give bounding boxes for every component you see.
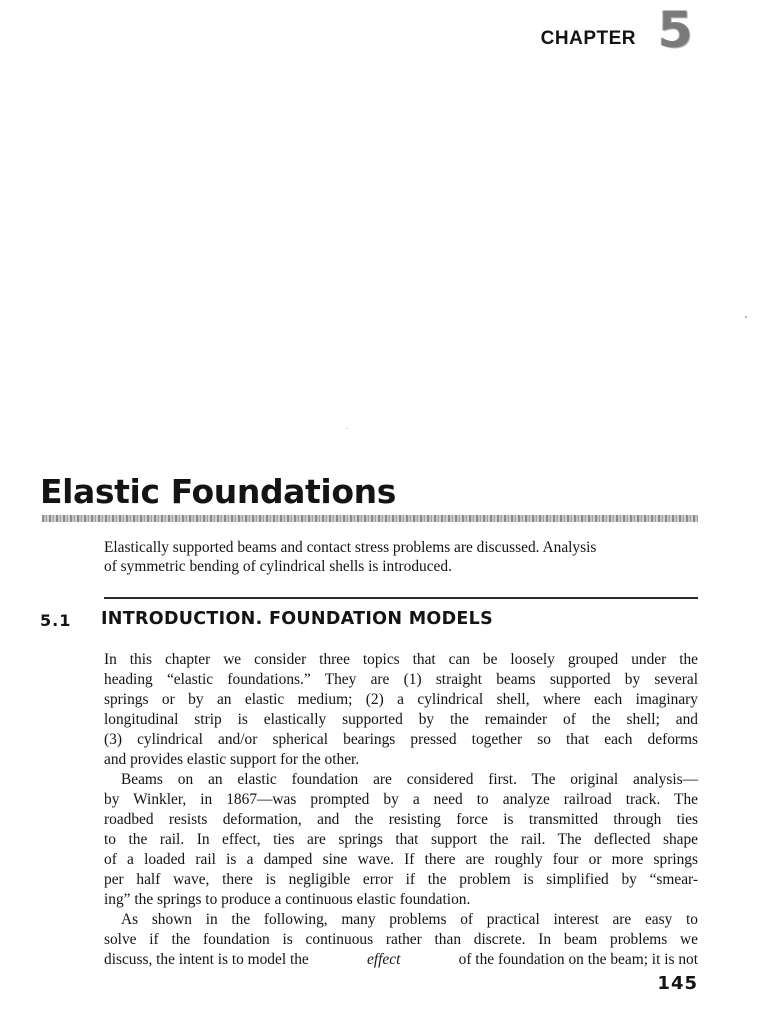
abstract-line: of symmetric bending of cylindrical shells is introduced. — [104, 558, 452, 575]
body-line: As shown in the following, many problems of practical interest are easy to — [121, 911, 698, 928]
body-line: by Winkler, in 1867—was prompted by a need to analyze railroad track. The — [104, 791, 698, 808]
body-line: per half wave, there is negligible error if the problem is simplified by “smear- — [104, 871, 698, 888]
body-line: ing” the springs to produce a continuous elastic foundation. — [104, 891, 471, 908]
body-line: to the rail. In effect, ties are springs that support the rail. The deflected shape — [104, 831, 698, 848]
body-text-run: of the foundation on the beam; it is not — [458, 951, 698, 968]
emphasis-text: effect — [367, 951, 401, 968]
body-line: springs or by an elastic medium; (2) a cylindrical shell, where each imaginary — [104, 691, 698, 708]
body-text-run: discuss, the intent is to model the — [104, 951, 309, 968]
body-line: of a loaded rail is a damped sine wave. If there are roughly four or more springs — [104, 851, 698, 868]
body-line: (3) cylindrical and/or spherical bearings pressed together so that each deforms — [104, 731, 698, 748]
body-line: longitudinal strip is elastically supported by the remainder of the shell; and — [104, 711, 698, 728]
chapter-title: Elastic Foundations — [40, 472, 396, 511]
chapter-number: 5 — [658, 1, 693, 59]
body-line: heading “elastic foundations.” They are (1) straight beams supported by several — [104, 671, 698, 688]
body-line: roadbed resists deformation, and the resisting force is transmitted through ties — [104, 811, 698, 828]
title-underline-bar — [42, 515, 698, 522]
body-line: In this chapter we consider three topics that can be loosely grouped under the — [104, 651, 698, 668]
section-number: 5.1 — [40, 611, 72, 630]
body-line: solve if the foundation is continuous rather than discrete. In beam problems we — [104, 931, 698, 948]
scan-speck — [346, 428, 347, 429]
body-line: and provides elastic support for the other. — [104, 751, 360, 768]
section-divider — [104, 597, 698, 599]
body-line-mixed — [104, 950, 698, 970]
body-line: Beams on an elastic foundation are considered first. The original analysis— — [121, 771, 698, 788]
abstract-line: Elastically supported beams and contact stress problems are discussed. Analysis — [104, 539, 597, 556]
chapter-abstract — [104, 538, 698, 576]
scan-speck — [745, 316, 747, 318]
page-number: 145 — [657, 973, 698, 994]
body-text — [104, 650, 698, 970]
section-title: INTRODUCTION. FOUNDATION MODELS — [101, 609, 494, 629]
chapter-label: CHAPTER — [540, 28, 636, 49]
